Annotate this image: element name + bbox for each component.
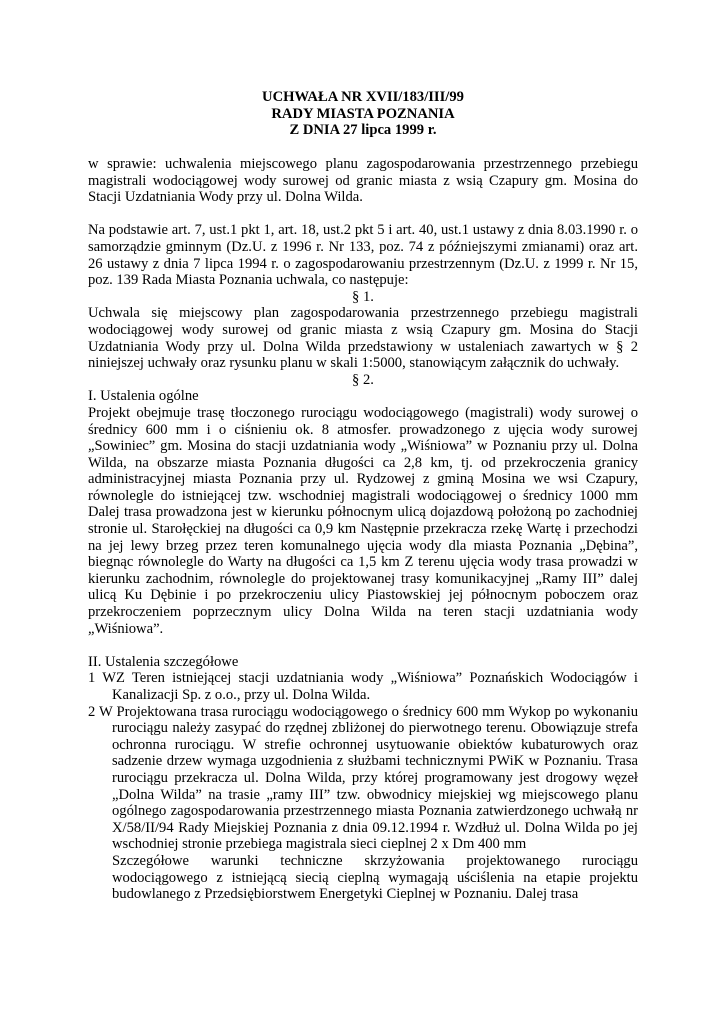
paragraph-2-mark: § 2. — [352, 371, 374, 388]
paragraph-1-text: Uchwala się miejscowy plan zagospodarowania przestrzennego przebiegu magistrali wodociągowej wody surowej od granic miasta z wsią Czapury gm. Mosina do Stacji Uzdatniania Wody przy ul. Dolna Wilda przedstawiony w ustaleniach zawartych w § 2 niniejszej uchwały oraz rysunku planu w skali 1:5000, stanowiącym załącznik do uchwały. — [88, 305, 638, 372]
section-1-text: Projekt obejmuje trasę tłoczonego rurociągu wodociągowego (magistrali) wody surowej o średnicy 600 mm i o ciśnieniu ok. 8 atmosfer. prowadzonego z ujęcia wody surowej „Sowiniec” gm. Mosina do stacji uzdatniania wody „Wiśniowa” w Poznaniu przy ul. Dolna Wilda, na obszarze miasta Poznania długości ca 2,8 km, tj. od przekroczenia granicy administracyjnej miasta Poznania przy ul. Rydzowej z gminą Mosina we wsi Czapury, równolegle do istniejącej tzw. wschodniej magistrali wodociągowej o średnicy 1000 mm Dalej trasa prowadzona jest w kierunku północnym ulicą dojazdową położoną po zachodniej stronie ul. Starołęckiej na długości ca 0,9 km Następnie przekracza rzekę Wartę i przechodzi na jej lewy brzeg przez teren komunalnego ujęcia wody dla miasta Poznania „Dębina”, biegnąc równolegle do Warty na długości ca 1,5 km Z terenu ujęcia wody trasa prowadzi w kierunku zachodnim, równolegle do projektowanej trasy komunikacyjnej „Ramy III” dalej ulicą Ku Dębinie i po przekroczeniu ulicy Piastowskiej jej północnym poboczem oraz przekroczeniem poprzecznym ulicy Dolna Wilda na teren stacji uzdatniania wody „Wiśniowa”. — [88, 404, 638, 637]
detail-item-1: 1 WZ Teren istniejącej stacji uzdatniania wody „Wiśniowa” Poznańskich Wodociągów i Kanalizacji Sp. z o.o., przy ul. Dolna Wilda. — [88, 670, 638, 703]
resolution-header — [88, 89, 638, 139]
resolution-number: UCHWAŁA NR XVII/183/III/99 — [262, 89, 464, 105]
resolution-date: Z DNIA 27 lipca 1999 r. — [289, 122, 437, 139]
council-name: RADY MIASTA POZNANIA — [271, 105, 455, 122]
legal-basis-paragraph: Na podstawie art. 7, ust.1 pkt 1, art. 18, ust.2 pkt 5 i art. 40, ust.1 ustawy z dnia 8.03.1990 r. o samorządzie gminnym (Dz.U. z 1996 r. Nr 133, poz. 74 z późniejszymi zmianami) oraz art. 26 ustawy z dnia 7 lipca 1994 r. o zagospodarowaniu przestrzennym (Dz.U. z 1999 r. Nr 15, poz. 139 Rada Miasta Poznania uchwala, co następuje: — [88, 222, 638, 289]
paragraph-1-mark: § 1. — [352, 288, 374, 305]
detail-item-2: 2 W Projektowana trasa rurociągu wodociągowego o średnicy 600 mm Wykop po wykonaniu rurociągu należy zasypać do rzędnej zbliżonej do pierwotnego terenu. Obowiązuje strefa ochronna rurociągu. W strefie ochronnej usytuowanie obiektów kubaturowych oraz sadzenie drzew wymaga uzgodnienia z służbami technicznymi PWiK w Poznaniu. Trasa rurociągu przekracza ul. Dolna Wilda, przy której programowany jest drogowy węzeł „Dolna Wilda” na trasie „ramy III” tzw. obwodnicy miejskiej wg miejscowego planu ogólnego zagospodarowania przestrzennego miasta Poznania zatwierdzonego uchwałą nr X/58/II/94 Rady Miejskiej Poznania z dnia 09.12.1994 r. Wzdłuż ul. Dolna Wilda po jej wschodniej stronie przebiega magistrala sieci cieplnej 2 x Dm 400 mm — [88, 703, 638, 853]
section-1-title: I. Ustalenia ogólne — [88, 388, 199, 405]
detail-item-2-continuation: Szczegółowe warunki techniczne skrzyżowania projektowanego rurociągu wodociągowego z istniejącą siecią cieplną wymagają uściślenia na etapie projektu budowlanego z Przedsiębiorstwem Energetyki Cieplnej w Poznaniu. Dalej trasa — [112, 852, 638, 903]
section-2-title: II. Ustalenia szczegółowe — [88, 653, 239, 670]
subject-paragraph: w sprawie: uchwalenia miejscowego planu zagospodarowania przestrzennego przebiegu magistrali wodociągowej wody surowej od granic miasta z wsią Czapury gm. Mosina do Stacji Uzdatniania Wody przy ul. Dolna Wilda. — [88, 156, 638, 206]
document-body — [88, 156, 638, 903]
